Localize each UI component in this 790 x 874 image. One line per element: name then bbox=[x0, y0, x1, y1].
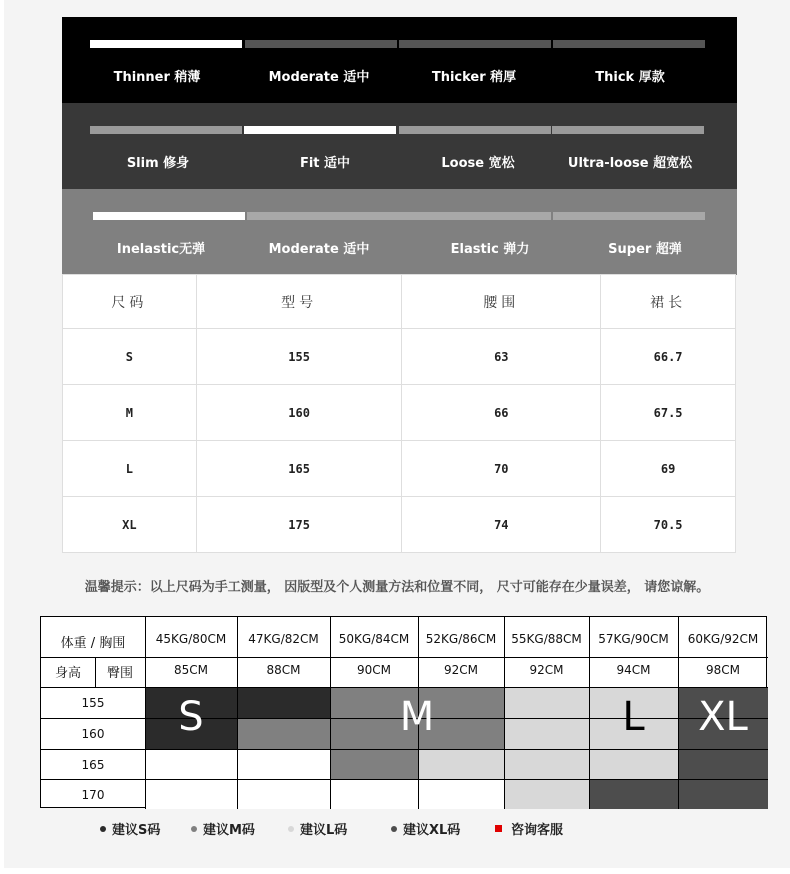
cell-model: 155 bbox=[196, 329, 402, 385]
measurement-tip: 温馨提示：以上尺码为手工测量， 因版型及个人测量方法和位置不同， 尺寸可能存在少量误差， 请您谅解。 bbox=[84, 580, 710, 595]
fit-bar-1 bbox=[244, 126, 396, 134]
fit-label-3: Ultra-loose 超宽松 bbox=[567, 156, 693, 171]
legend-dot-icon bbox=[288, 826, 294, 832]
table-row bbox=[63, 497, 736, 553]
grid-cell bbox=[678, 779, 768, 809]
grid-line bbox=[95, 657, 96, 687]
thickness-label-2: Thicker 稍厚 bbox=[431, 70, 517, 85]
grid-cell bbox=[237, 687, 330, 718]
header-waist: 腰围 bbox=[402, 275, 601, 329]
fit-label-0: Slim 修身 bbox=[126, 156, 190, 171]
grid-cell bbox=[504, 687, 589, 718]
elasticity-bar-1 bbox=[247, 212, 399, 220]
hip-header: 92CM bbox=[443, 663, 478, 677]
legend-label: 建议XL码 bbox=[403, 823, 461, 838]
header-size: 尺码 bbox=[63, 275, 197, 329]
cell-size: M bbox=[63, 385, 197, 441]
size-letter: M bbox=[399, 694, 435, 740]
cell-waist: 63 bbox=[402, 329, 601, 385]
cell-waist: 74 bbox=[402, 497, 601, 553]
table-row bbox=[63, 441, 736, 497]
fit-label-1: Fit 适中 bbox=[299, 156, 351, 171]
weight-chest-header: 45KG/80CM bbox=[155, 632, 227, 646]
legend-dot-icon bbox=[391, 826, 397, 832]
thickness-bar-2 bbox=[399, 40, 551, 48]
elasticity-bar-3 bbox=[553, 212, 705, 220]
hip-header: 85CM bbox=[173, 663, 208, 677]
legend-label: 建议L码 bbox=[300, 823, 348, 838]
elasticity-label-3: Super 超弹 bbox=[608, 242, 682, 257]
header-length: 裙长 bbox=[601, 275, 736, 329]
elasticity-label-2: Elastic 弹力 bbox=[450, 242, 530, 257]
weight-chest-header: 47KG/82CM bbox=[248, 632, 319, 646]
legend-label: 建议S码 bbox=[112, 823, 161, 838]
thickness-bar-0 bbox=[90, 40, 242, 48]
elasticity-label-0: Inelastic无弹 bbox=[116, 242, 206, 257]
size-guide-page bbox=[4, 0, 790, 868]
grid-line bbox=[41, 749, 768, 750]
hip-header: 90CM bbox=[356, 663, 391, 677]
cell-waist: 70 bbox=[402, 441, 601, 497]
height-header: 170 bbox=[81, 788, 105, 802]
hip-header: 98CM bbox=[705, 663, 740, 677]
elasticity-bar-2 bbox=[399, 212, 551, 220]
thickness-label-0: Thinner 稍薄 bbox=[113, 70, 201, 85]
elasticity-bar-0 bbox=[93, 212, 245, 220]
legend-label: 建议M码 bbox=[203, 823, 255, 838]
table-row bbox=[63, 385, 736, 441]
grid-cell bbox=[504, 718, 589, 749]
cell-model: 175 bbox=[196, 497, 402, 553]
cell-length: 67.5 bbox=[601, 385, 736, 441]
legend-item-s bbox=[100, 819, 160, 838]
fit-bar-0 bbox=[90, 126, 242, 134]
thickness-bar-1 bbox=[245, 40, 397, 48]
thickness-band bbox=[62, 17, 737, 103]
size-table bbox=[62, 274, 736, 553]
grid-cell bbox=[237, 779, 330, 809]
weight-chest-label: 体重 / 胸围 bbox=[60, 636, 126, 651]
grid-line bbox=[41, 657, 768, 658]
table-row bbox=[63, 329, 736, 385]
height-header: 160 bbox=[81, 727, 105, 741]
cell-length: 70.5 bbox=[601, 497, 736, 553]
grid-cell bbox=[237, 718, 330, 749]
size-letter: L bbox=[622, 694, 645, 740]
grid-cell bbox=[418, 749, 504, 779]
grid-cell bbox=[678, 749, 768, 779]
cell-length: 69 bbox=[601, 441, 736, 497]
contact-service-link[interactable] bbox=[495, 819, 563, 838]
hip-header: 94CM bbox=[616, 663, 651, 677]
fit-label-2: Loose 宽松 bbox=[441, 156, 515, 171]
size-table-header bbox=[63, 275, 736, 329]
elasticity-band bbox=[62, 189, 737, 275]
fit-band bbox=[62, 103, 737, 189]
height-header: 155 bbox=[81, 696, 105, 710]
grid-line bbox=[41, 687, 768, 688]
size-letter: XL bbox=[698, 694, 748, 740]
grid-cell bbox=[330, 749, 418, 779]
legend-item-xl bbox=[391, 819, 460, 838]
hip-header: 88CM bbox=[266, 663, 301, 677]
legend-dot-icon bbox=[100, 826, 106, 832]
weight-chest-header: 57KG/90CM bbox=[598, 632, 669, 646]
cell-size: L bbox=[63, 441, 197, 497]
contact-service-label: 咨询客服 bbox=[511, 823, 564, 838]
cell-model: 160 bbox=[196, 385, 402, 441]
grid-line bbox=[41, 779, 768, 780]
grid-cell bbox=[330, 779, 418, 809]
grid-cell bbox=[145, 749, 237, 779]
size-recommendation-grid bbox=[40, 616, 767, 808]
cell-model: 165 bbox=[196, 441, 402, 497]
cell-length: 66.7 bbox=[601, 329, 736, 385]
grid-cell bbox=[145, 779, 237, 809]
cell-size: S bbox=[63, 329, 197, 385]
weight-chest-header: 55KG/88CM bbox=[511, 632, 582, 646]
height-header: 165 bbox=[81, 758, 105, 772]
thickness-label-1: Moderate 适中 bbox=[268, 70, 370, 85]
height-label: 身高 bbox=[54, 666, 81, 681]
cell-size: XL bbox=[63, 497, 197, 553]
grid-cell bbox=[504, 779, 589, 809]
weight-chest-header: 52KG/86CM bbox=[425, 632, 497, 646]
grid-cell bbox=[418, 779, 504, 809]
cell-waist: 66 bbox=[402, 385, 601, 441]
hip-header: 92CM bbox=[529, 663, 564, 677]
grid-cell bbox=[504, 749, 589, 779]
red-square-icon bbox=[495, 825, 502, 832]
grid-cell bbox=[589, 779, 678, 809]
legend-item-l bbox=[288, 819, 347, 838]
thickness-label-3: Thick 厚款 bbox=[595, 70, 665, 85]
hip-label: 臀围 bbox=[106, 666, 133, 681]
legend-dot-icon bbox=[191, 826, 197, 832]
header-model: 型号 bbox=[196, 275, 402, 329]
fit-bar-3 bbox=[552, 126, 704, 134]
grid-cell bbox=[237, 749, 330, 779]
elasticity-label-1: Moderate 适中 bbox=[268, 242, 370, 257]
grid-cell bbox=[589, 749, 678, 779]
legend-item-m bbox=[191, 819, 255, 838]
fit-bar-2 bbox=[399, 126, 551, 134]
size-letter: S bbox=[178, 694, 204, 740]
weight-chest-header: 50KG/84CM bbox=[338, 632, 410, 646]
thickness-bar-3 bbox=[553, 40, 705, 48]
weight-chest-header: 60KG/92CM bbox=[687, 632, 759, 646]
